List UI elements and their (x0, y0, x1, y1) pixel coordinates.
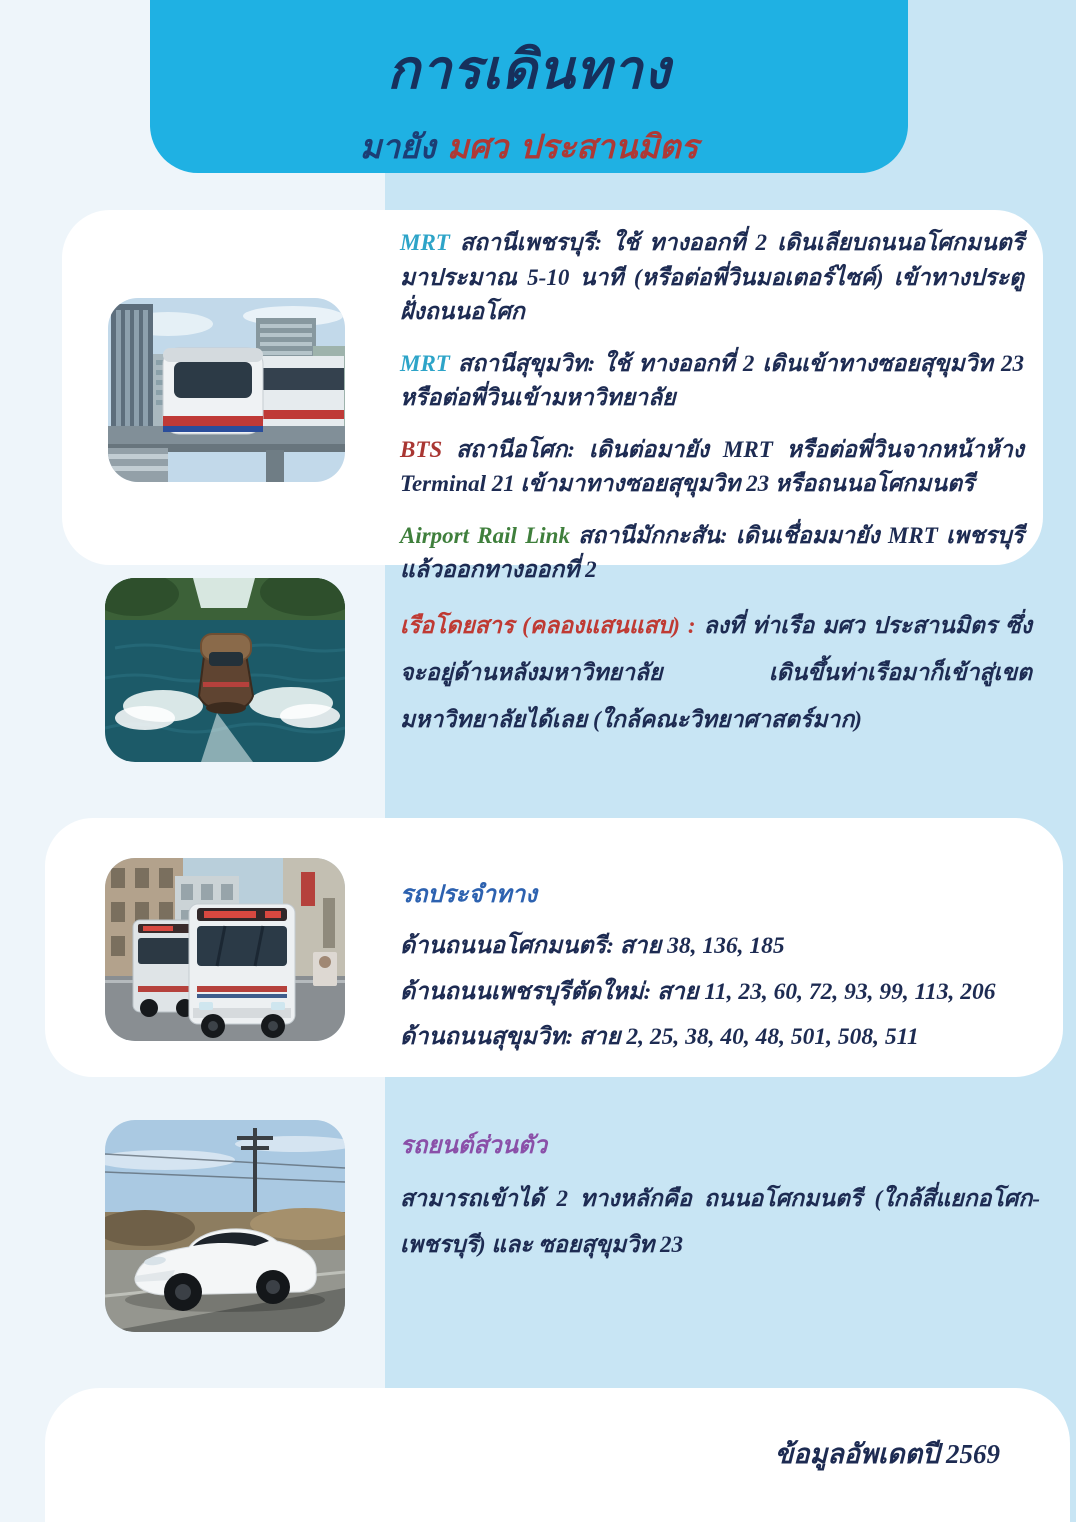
bus-heading: รถประจำทาง (400, 882, 537, 908)
boat-lead: เรือโดยสาร (คลองแสนแสบ) : (400, 613, 704, 638)
rail-item-bts-asok: BTS สถานีอโศก: เดินต่อมายัง MRT หรือต่อพี่วินจากหน้าห้าง Terminal 21 เข้ามาทางซอยสุขุมวิท 23 หรือถนนอโศกมนตรี (400, 436, 1024, 496)
rail-text-block (400, 226, 1024, 588)
page-title: การเดินทาง (387, 38, 671, 101)
car-heading: รถยนต์ส่วนตัว (400, 1133, 548, 1159)
boat-text-block: เรือโดยสาร (คลองแสนแสบ) : ลงที่ ท่าเรือ มศว ประสานมิตร ซึ่งจะอยู่ด้านหลังมหาวิทยาลัย เดินขึ้นท่าเรือมาก็เข้าสู่เขตมหาวิทยาลัยได้เลย (ใกล้คณะวิทยาศาสตร์มาก) (400, 613, 1033, 732)
mrt-tag: MRT (400, 230, 450, 255)
skytrain-photo (108, 298, 345, 482)
subtitle-prefix: มายัง (359, 127, 447, 166)
header-banner (150, 0, 908, 173)
rail-item-mrt-phetchaburi: MRT สถานีเพชรบุรี: ใช้ ทางออกที่ 2 เดินเลียบถนนอโศกมนตรีมาประมาณ 5-10 นาที (หรือต่อพี่วินมอเตอร์ไซค์) เข้าทางประตูฝั่งถนนอโศก (400, 230, 1024, 324)
mrt-tag: MRT (400, 350, 450, 376)
updated-year-note: ข้อมูลอัพเดตปี 2569 (774, 1439, 1000, 1469)
bus-line-sukhumvit: ด้านถนนสุขุมวิท: สาย 2, 25, 38, 40, 48, 501, 508, 511 (400, 1024, 919, 1050)
rail-item-mrt-sukhumvit: MRT สถานีสุขุมวิท: ใช้ ทางออกที่ 2 เดินเข้าทางซอยสุขุมวิท 23 หรือต่อพี่วินเข้ามหาวิทยาลัย (400, 350, 1024, 410)
bus-line-asok: ด้านถนนอโศกมนตรี: สาย 38, 136, 185 (400, 933, 785, 960)
airport-rail-link-tag: Airport Rail Link (400, 522, 570, 548)
car-detail: สามารถเข้าได้ 2 ทางหลักคือ ถนนอโศกมนตรี (ใกล้สี่แยกอโศก-เพชรบุรี) และ ซอยสุขุมวิท 23 (400, 1186, 1040, 1257)
page-subtitle (150, 120, 908, 173)
bus-text-block (400, 872, 1032, 1060)
rail-item-arl-makkasan: Airport Rail Link สถานีมักกะสัน: เดินเชื่อมมายัง MRT เพชรบุรี แล้วออกทางออกที่ 2 (400, 522, 1025, 582)
subtitle-highlight: มศว ประสานมิตร (446, 127, 699, 166)
bus-photo (105, 858, 345, 1041)
bus-line-phetchaburi: ด้านถนนเพชรบุรีตัดใหม่: สาย 11, 23, 60, 72, 93, 99, 113, 206 (400, 978, 996, 1005)
car-photo (105, 1120, 345, 1332)
canal-boat-photo (105, 578, 345, 762)
bts-tag: BTS (400, 436, 443, 462)
car-text-block (400, 1122, 1040, 1268)
